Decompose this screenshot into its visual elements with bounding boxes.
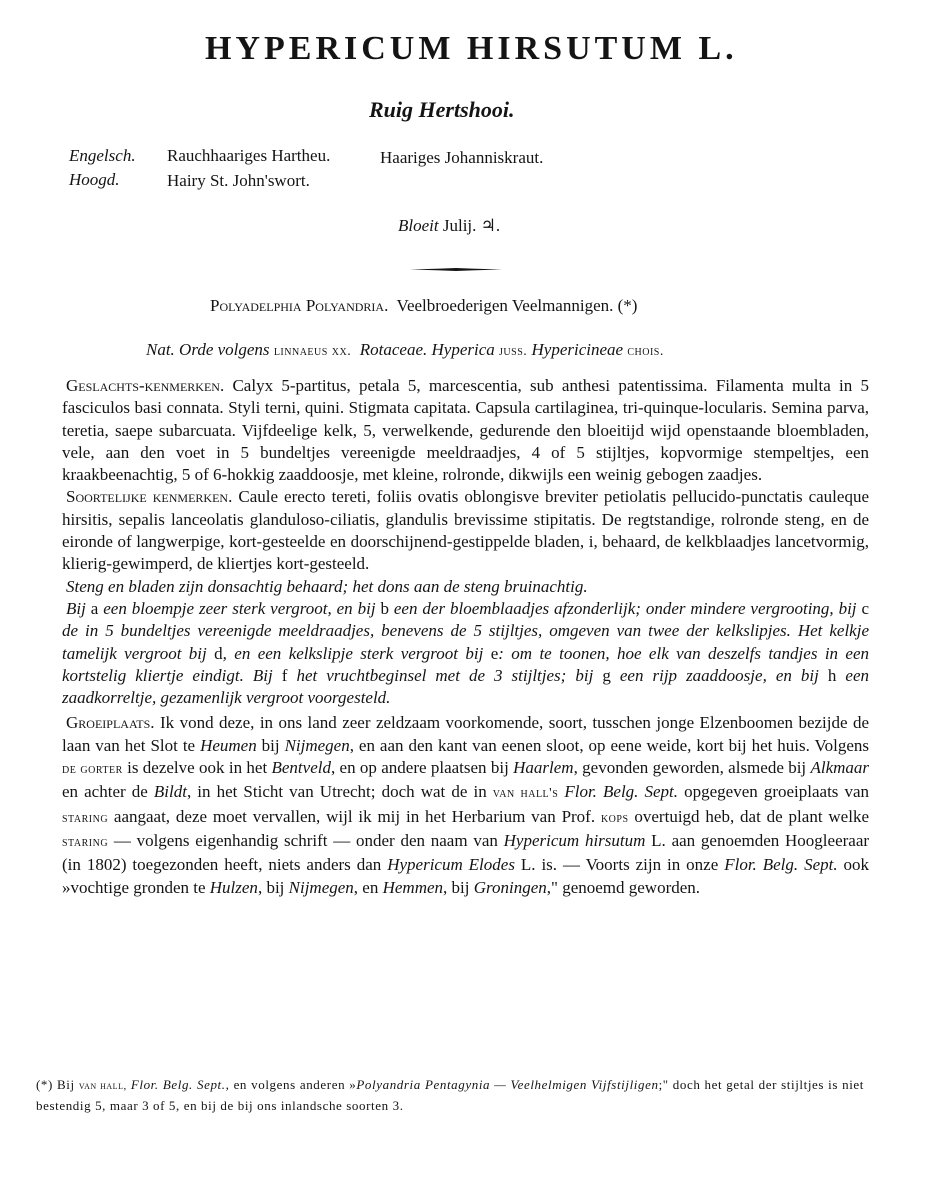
german-name-2: Haariges Johanniskraut. [380, 148, 544, 167]
habitat: Groeiplaats. Ik vond deze, in ons land zeer zeldzaam voorkomende, soort, tusschen jonge Elzenboomen bezijde de laan van het Slot te Heumen bij Nijmegen, en aan den kant van eenen sloot, op eene weide, kort bij het huis. Volgens de gorter is dezelve ook in het Bentveld, en op andere plaatsen bij Haarlem, gevonden geworden, alsmede bij Alkmaar en achter de Bildt, in het Sticht van Utrecht; doch wat de in van hall's Flor. Belg. Sept. opgegeven groeiplaats van staring aangaat, deze moet vervallen, wijl ik mij in het Herbarium van Prof. kops overtuigd heb, dat de plant welke staring — volgens eigenhandig schrift — onder den naam van Hypericum hirsutum L. aan genoemden Hoogleeraar (in 1802) toegezonden heeft, niets anders dan Hypericum Elodes L. is. — Voorts zijn in onze Flor. Belg. Sept. ook »vochtige gronden te Hulzen, bij Nijmegen, en Hemmen, bij Groningen," genoemd geworden. [62, 713, 870, 897]
stem-note: Steng en bladen zijn donsachtig behaard; het dons aan de steng bruinachtig. [66, 576, 588, 596]
figure-explanation: Bij a een bloempje zeer sterk vergroot, en bij b een der bloemblaadjes afzonderlijk; onder mindere vergrooting, bij c de in 5 bundeltjes vereenigde meeldraadjes, benevens de 5 stijltjes, omgeven van twee der kelkslipjes. Het kelkje tamelijk vergroot bij d, en een kelkslipje sterk vergroot bij e: om te toonen, hoe elk van deszelfs tandjes in een kortstelig kliertje eindigt. Bij f het vruchtbeginsel met de 3 stijltjes; bij g een rijp zaaddoosje, en bij h een zaadkorreltje, gezamenlijk vergroot voorgesteld. [62, 598, 870, 708]
dutch-name: Ruig Hertshooi. [369, 97, 515, 122]
german-name-1: Rauchhaariges Hartheu. [167, 146, 331, 165]
natural-order: Nat. Orde volgens linnaeus xx. Rotaceae. Hyperica juss. Hypericineae chois. [146, 340, 664, 359]
species-characters: Soortelijke kenmerken. Caule erecto tereti, foliis ovatis oblongisve breviter petiolatis pellucido-punctatis cauleque hirsitis, sepalis lanceolatis glanduloso-ciliatis, glandulis brevissime stipitatis. De regtstandige, rolronde steng, en de eironde of langwerpige, kort-gesteelde en doorschijnend-gestippelde bladen, i, behaard, de kelkblaadjes lancetvormig, klierig-gewimperd, de kliertjes kort-gesteeld. [62, 487, 869, 574]
linnaean-class: Polyadelphia Polyandria. Veelbroederigen Veelmannigen. (*) [210, 296, 638, 315]
genus-characters: Geslachts-kenmerken. Calyx 5-partitus, petala 5, marcescentia, sub anthesi patentissima. Filamenta multa in 5 fasciculos basi connata. Styli terni, quini. Stigmata capitata. Capsula cartilaginea, tri-quinque-locularis. Semina parva, teretia, saepe subarcuata. Vijfdeelige kelk, 5, verwelkende, gedurende den bloeitijd wijd openstaande bloembladen, vele, aan den voet in 5 bundeltjes vereenigde meeldraadjes, 4 of 5 stijltjes, kopvormige stempeltjes, een kraakbeenachtig, 5 of 6-hokkig zaaddoosje, met kleine, rolronde, dikwijls een weinig gebogen zaadjes. [62, 376, 869, 485]
flowering-time: Bloeit Julij. ♃. [398, 216, 501, 235]
engelsch-label: Engelsch. [69, 146, 136, 165]
footnote: (*) Bij van hall, Flor. Belg. Sept., en volgens anderen »Polyandria Pentagynia — Veelhelmigen Vijfstijligen;" doch het getal der stijltjes is niet bestendig 5, maar 3 of 5, en bij de bij ons inlandsche soorten 3. [36, 1077, 865, 1113]
description-body [62, 375, 869, 899]
english-name: Hairy St. John'swort. [167, 171, 310, 190]
ornamental-divider [410, 268, 502, 271]
page-title: HYPERICUM HIRSUTUM L. [205, 30, 738, 67]
hoogd-label: Hoogd. [69, 170, 120, 189]
